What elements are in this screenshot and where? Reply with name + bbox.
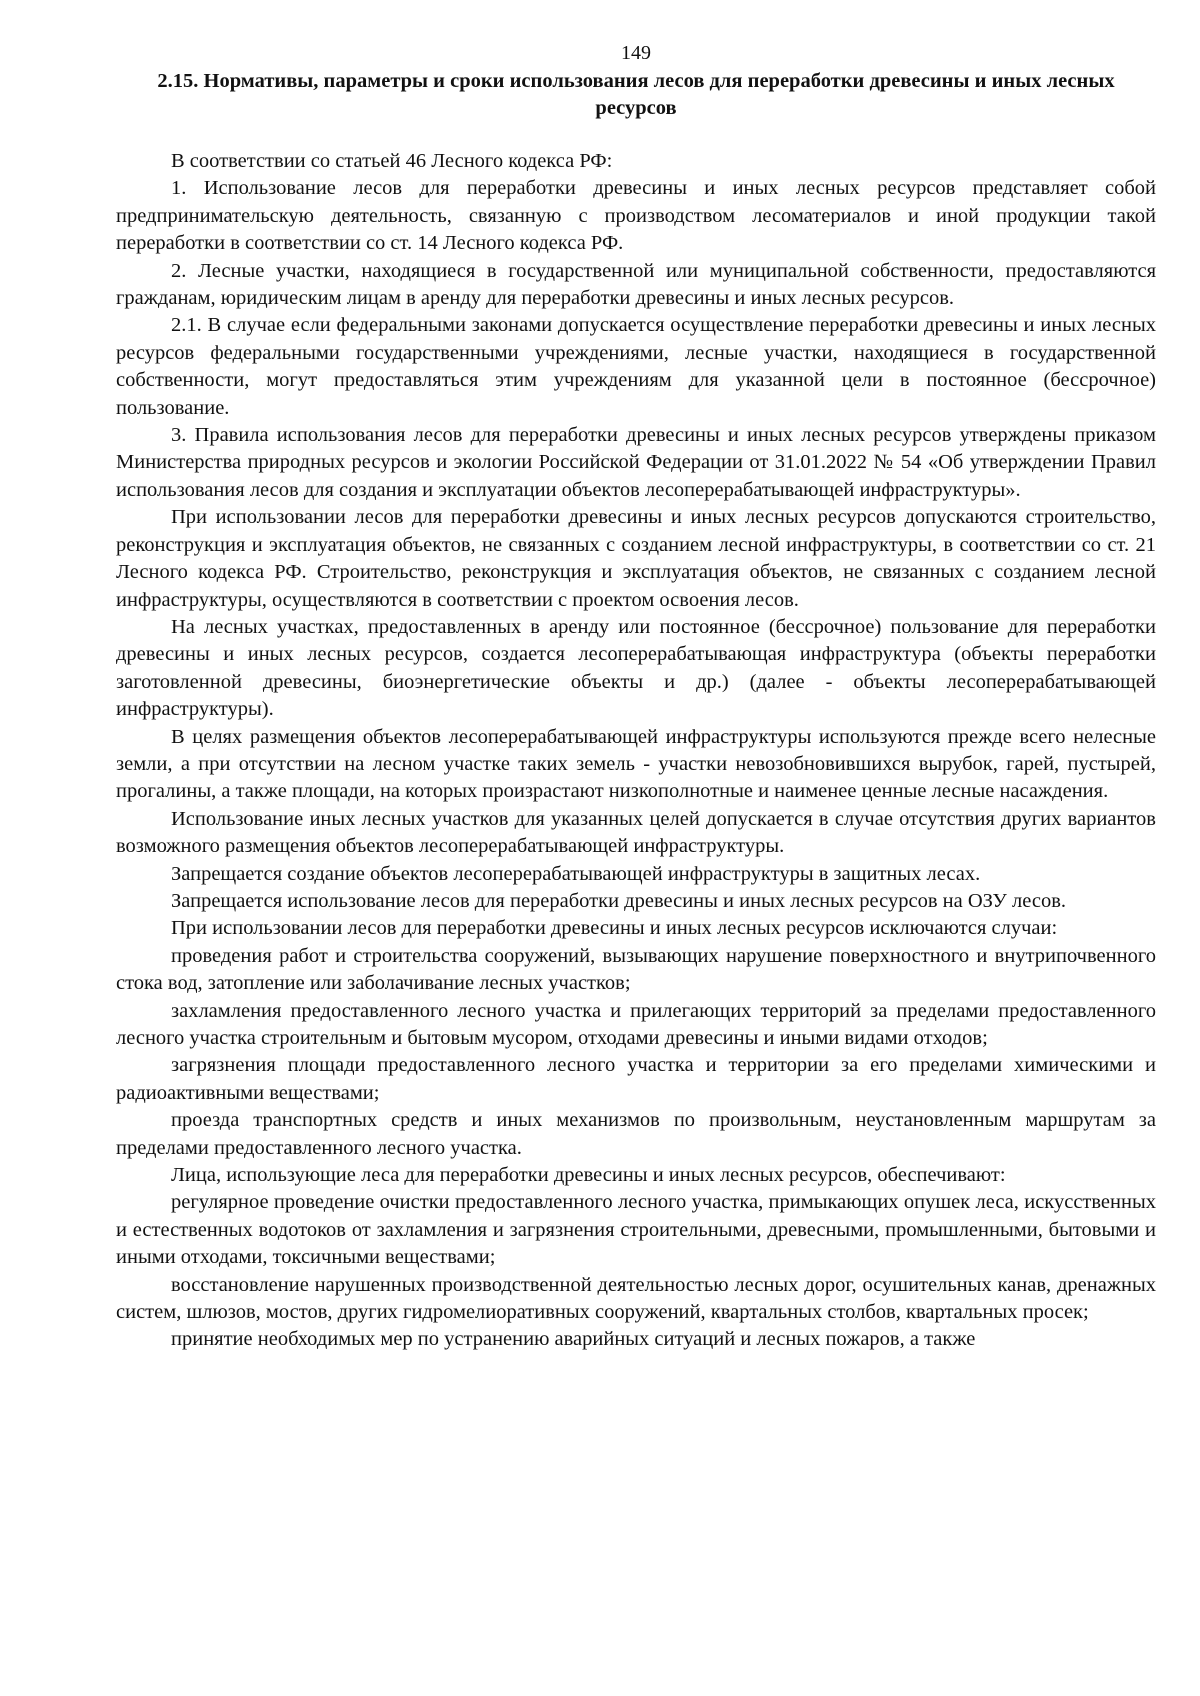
- list-item: регулярное проведение очистки предоставленного лесного участка, примыкающих опушек леса, искусственных и естественных водотоков от захламления и загрязнения строительными, древесными, промышленными, бытовыми и иными отходами, токсичными веществами;: [116, 1191, 1156, 1269]
- paragraph: При использовании лесов для переработки древесины и иных лесных ресурсов исключаются случаи:: [171, 917, 1058, 940]
- list-item: восстановление нарушенных производственной деятельностью лесных дорог, осушительных канав, дренажных систем, шлюзов, мостов, других гидромелиоративных сооружений, квартальных столбов, квартальных просек;: [116, 1273, 1156, 1324]
- paragraph: В соответствии со статьей 46 Лесного кодекса РФ:: [171, 150, 613, 172]
- list-item: проезда транспортных средств и иных механизмов по произвольным, неустановленным маршрутам за пределами предоставленного лесного участка.: [116, 1109, 1156, 1159]
- paragraph: Лица, использующие леса для переработки древесины и иных лесных ресурсов, обеспечивают:: [171, 1164, 1006, 1187]
- list-item: загрязнения площади предоставленного лесного участка и территории за его пределами химическими и радиоактивными веществами;: [116, 1054, 1156, 1104]
- paragraph: 3. Правила использования лесов для переработки древесины и иных лесных ресурсов утверждены приказом Министерства природных ресурсов и экологии Российской Федерации от 31.01.2022 № 54 «Об утверждении Правил использования лесов для создания и эксплуатации объектов лесоперерабатывающей инфраструктуры».: [116, 424, 1156, 501]
- paragraph: Использование иных лесных участков для указанных целей допускается в случае отсутствия других вариантов возможного размещения объектов лесоперерабатывающей инфраструктуры.: [116, 807, 1156, 858]
- list-item: проведения работ и строительства сооружений, вызывающих нарушение поверхностного и внутрипочвенного стока вод, затопление или заболачивание лесных участков;: [116, 944, 1156, 995]
- section-heading: 2.15. Нормативы, параметры и сроки использования лесов для переработки древесины и иных лесных ресурсов: [157, 70, 1115, 119]
- paragraph: 2. Лесные участки, находящиеся в государственной или муниципальной собственности, предоставляются гражданам, юридическим лицам в аренду для переработки древесины и иных лесных ресурсов.: [116, 259, 1156, 310]
- paragraph: Запрещается создание объектов лесоперерабатывающей инфраструктуры в защитных лесах.: [171, 862, 981, 885]
- paragraph: При использовании лесов для переработки древесины и иных лесных ресурсов допускаются строительство, реконструкция и эксплуатация объектов, не связанных с созданием лесной инфраструктуры, в соответствии со ст. 21 Лесного кодекса РФ. Строительство, реконструкция и эксплуатация объектов, не связанных с созданием лесной инфраструктуры, осуществляются в соответствии с проектом освоения лесов.: [116, 506, 1156, 611]
- paragraph: В целях размещения объектов лесоперерабатывающей инфраструктуры используются прежде всего нелесные земли, а при отсутствии на лесном участке таких земель - участки невозобновившихся вырубок, гарей, пустырей, прогалины, а также площади, на которых произрастают низкополнотные и наименее ценные лесные насаждения.: [116, 725, 1156, 803]
- paragraph: Запрещается использование лесов для переработки древесины и иных лесных ресурсов на ОЗУ лесов.: [171, 889, 1067, 912]
- paragraph: На лесных участках, предоставленных в аренду или постоянное (бессрочное) пользование для переработки древесины и иных лесных ресурсов, создается лесоперерабатывающая инфраструктура (объекты переработки заготовленной древесины, биоэнергетические объекты и др.) (далее - объекты лесоперерабатывающей инфраструктуры).: [116, 615, 1156, 721]
- paragraph: 1. Использование лесов для переработки древесины и иных лесных ресурсов представляет собой предпринимательскую деятельность, связанную с производством лесоматериалов и иной продукции такой переработки в соответствии со ст. 14 Лесного кодекса РФ.: [116, 177, 1156, 255]
- list-item: захламления предоставленного лесного участка и прилегающих территорий за пределами предоставленного лесного участка строительным и бытовым мусором, отходами древесины и иными видами отходов;: [116, 999, 1156, 1049]
- paragraph: 2.1. В случае если федеральными законами допускается осуществление переработки древесины и иных лесных ресурсов федеральными государственными учреждениями, лесные участки, находящиеся в государственной собственности, могут предоставляться этим учреждениям для указанной цели в постоянное (бессрочное) пользование.: [116, 314, 1156, 419]
- list-item: принятие необходимых мер по устранению аварийных ситуаций и лесных пожаров, а также: [171, 1328, 976, 1351]
- page-number: 149: [621, 42, 651, 64]
